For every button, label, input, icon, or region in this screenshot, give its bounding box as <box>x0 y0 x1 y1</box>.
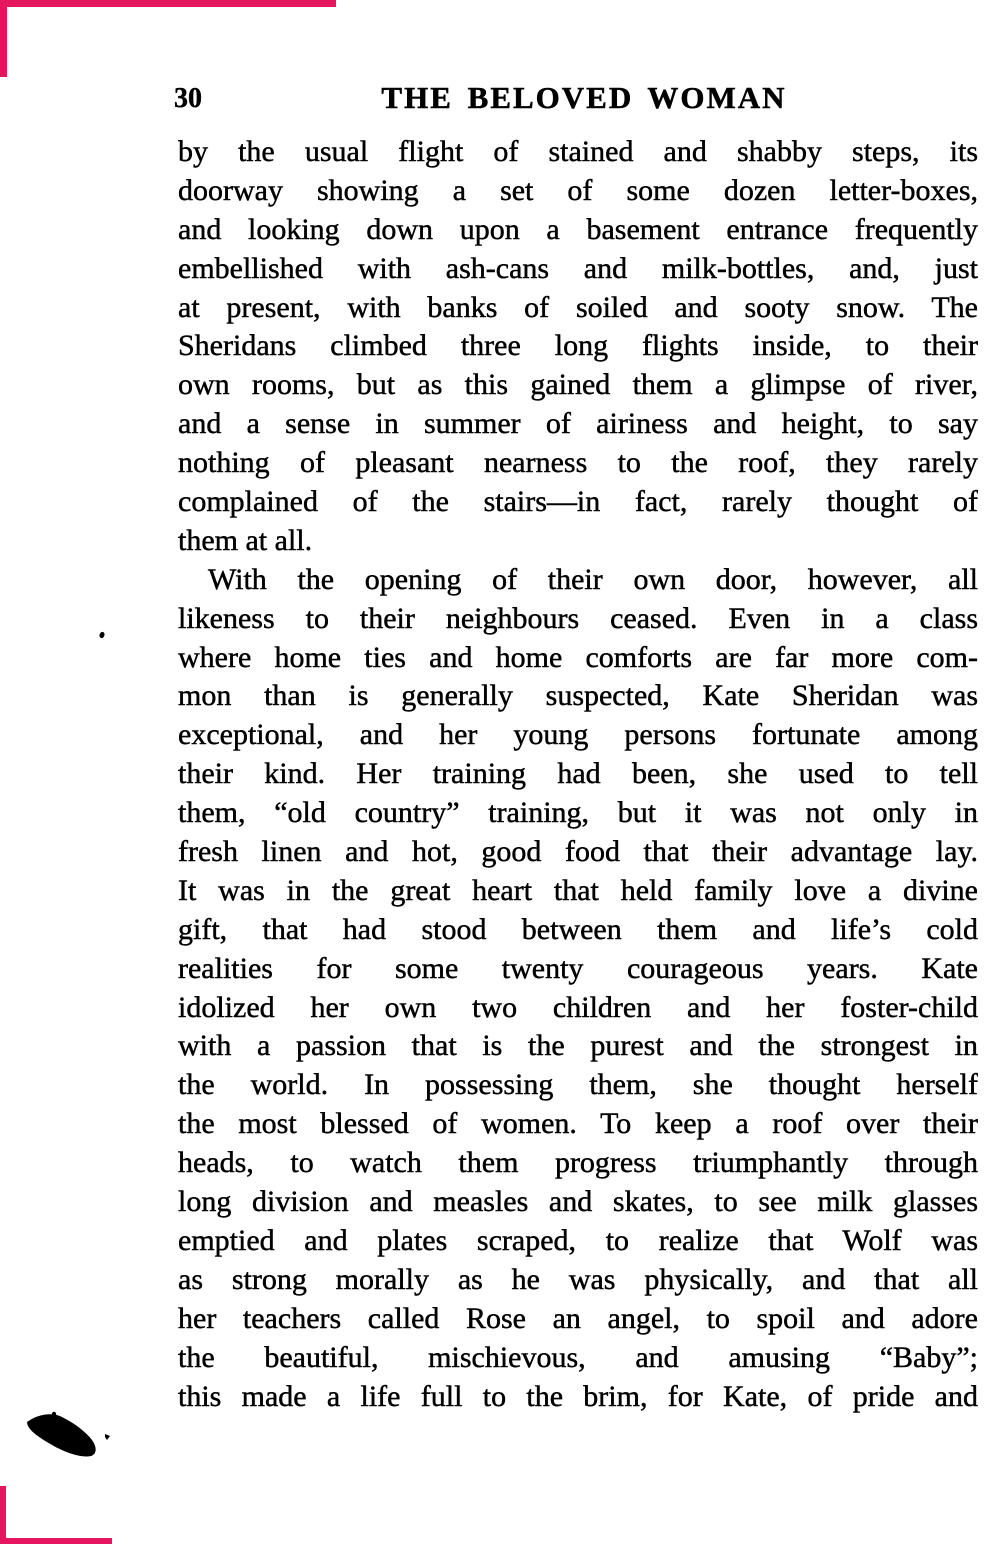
scan-edge-mark-bottom <box>0 1538 112 1544</box>
text-line: as strong morally as he was physically, and that all <box>178 1262 978 1296</box>
text-line: heads, to watch them progress triumphantly through <box>178 1146 978 1180</box>
scan-edge-mark-left-bottom <box>0 1486 6 1544</box>
text-line: by the usual flight of stained and shabby steps, its <box>178 135 978 168</box>
text-line: doorway showing a set of some dozen letter-boxes, <box>178 173 978 207</box>
text-line: likeness to their neighbours ceased. Even in a class <box>178 601 978 635</box>
text-line: Sheridans climbed three long flights inside, to their <box>178 329 978 363</box>
text-line: With the opening of their own door, however, all <box>208 562 978 596</box>
text-line: mon than is generally suspected, Kate Sheridan was <box>178 679 978 713</box>
text-line: them, “old country” training, but it was not only in <box>178 796 978 830</box>
text-line: complained of the stairs—in fact, rarely thought of <box>178 485 978 519</box>
text-line: idolized her own two children and her foster-child <box>178 990 978 1024</box>
text-line: at present, with banks of soiled and sooty snow. The <box>178 290 978 324</box>
text-line: with a passion that is the purest and the strongest in <box>178 1029 978 1063</box>
text-line: and looking down upon a basement entrance frequently <box>178 212 978 246</box>
ink-speck-right <box>105 1434 110 1440</box>
text-line: emptied and plates scraped, to realize that Wolf was <box>178 1223 978 1257</box>
running-head-title: THE BELOVED WOMAN <box>381 80 787 115</box>
text-line: embellished with ash-cans and milk-bottles, and, just <box>178 251 978 285</box>
text-line: exceptional, and her young persons fortunate among <box>178 718 978 752</box>
text-line: realities for some twenty courageous years. Kate <box>178 951 978 985</box>
text-line: own rooms, but as this gained them a glimpse of river, <box>178 368 978 402</box>
text-line: them at all. <box>178 523 313 557</box>
text-line: their kind. Her training had been, she used to tell <box>178 757 978 791</box>
ink-blot <box>27 1414 96 1456</box>
text-line: her teachers called Rose an angel, to spoil and adore <box>178 1301 978 1335</box>
text-line: It was in the great heart that held family love a divine <box>178 873 978 907</box>
text-line: fresh linen and hot, good food that their advantage lay. <box>178 835 978 869</box>
ink-speck-margin <box>99 631 106 639</box>
ink-speck-top <box>52 1412 56 1416</box>
text-line: long division and measles and skates, to see milk glasses <box>178 1185 978 1219</box>
text-line: the beautiful, mischievous, and amusing “Baby”; <box>178 1340 978 1374</box>
text-line: gift, that had stood between them and life’s cold <box>178 912 978 946</box>
scan-edge-mark-left-top <box>0 0 7 77</box>
text-line: and a sense in summer of airiness and height, to say <box>178 407 978 441</box>
text-line: the most blessed of women. To keep a roof over their <box>178 1107 978 1141</box>
scan-edge-mark-top <box>0 0 336 7</box>
text-line: the world. In possessing them, she thought herself <box>178 1068 978 1102</box>
page-text <box>178 133 978 1416</box>
page-number: 30 <box>174 83 202 114</box>
text-line: this made a life full to the brim, for Kate, of pride and <box>178 1379 978 1413</box>
text-line: where home ties and home comforts are far more com- <box>178 640 978 674</box>
text-line: nothing of pleasant nearness to the roof, they rarely <box>178 446 978 480</box>
